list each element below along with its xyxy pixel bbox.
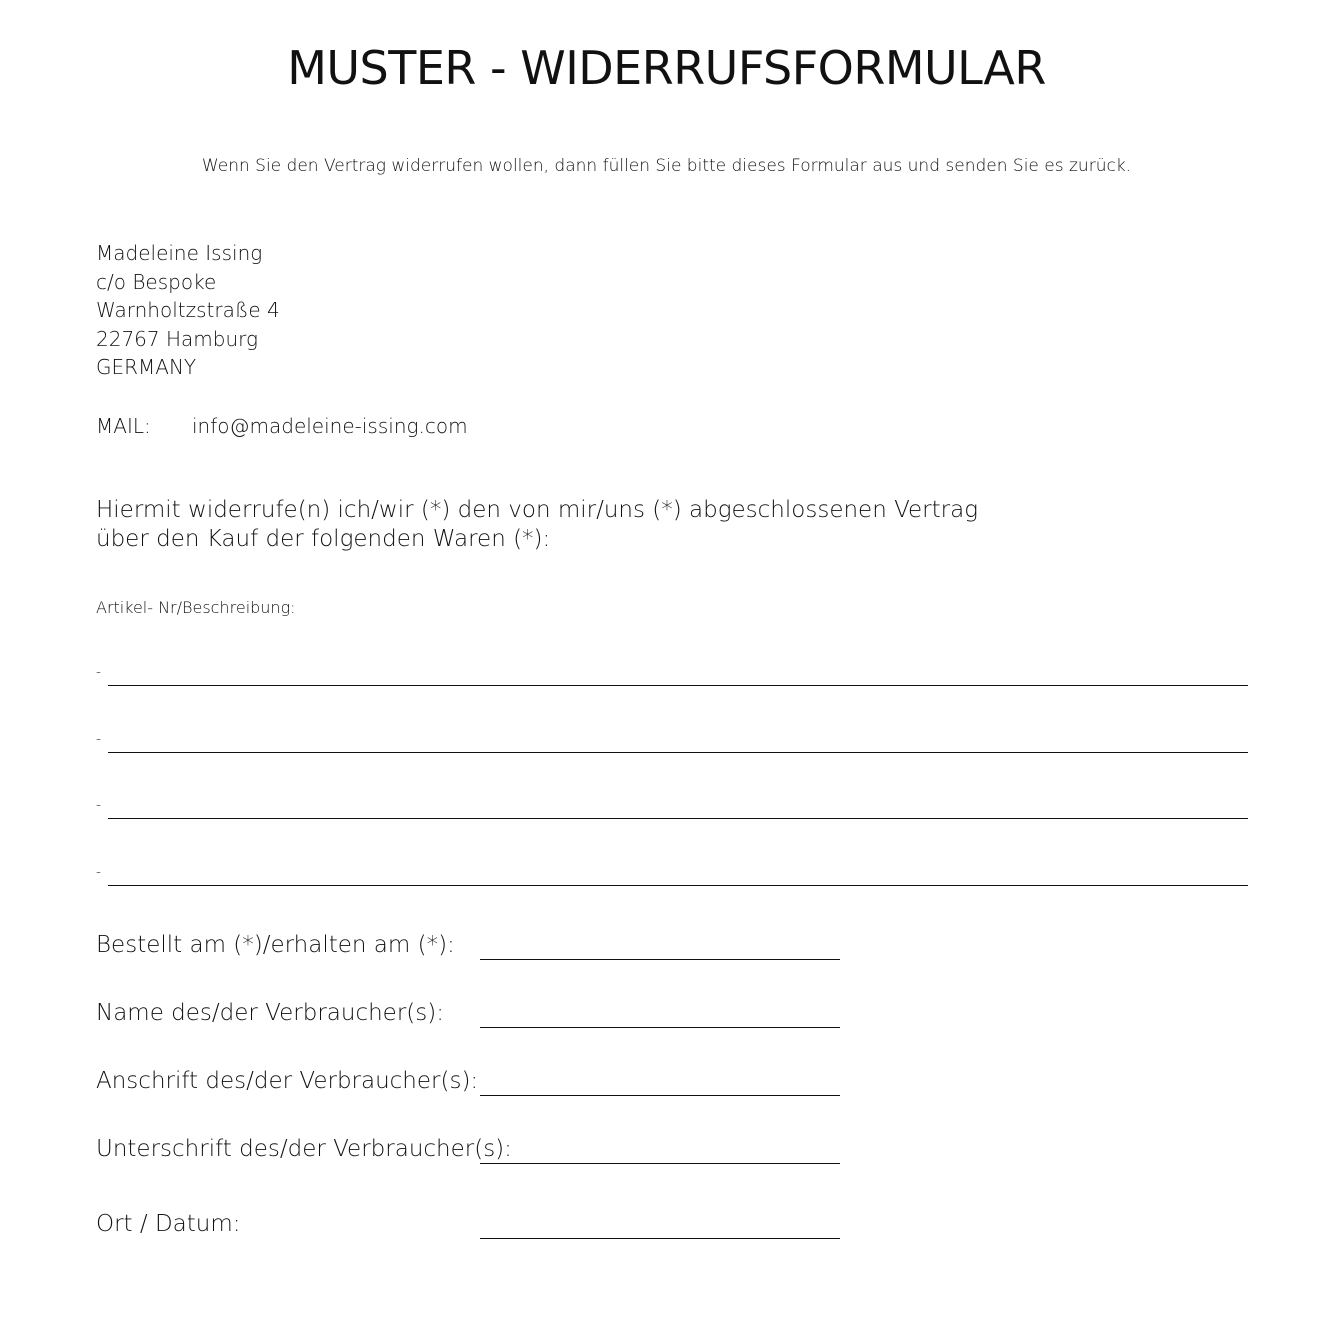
address-line-co: c/o Bespoke (96, 269, 217, 294)
statement-line-1: Hiermit widerrufe(n) ich/wir (*) den von mir/uns (*) abgeschlossenen Vertrag (96, 497, 979, 523)
address-line-name: Madeleine Issing (96, 241, 263, 265)
field-line-order-date[interactable] (480, 959, 840, 960)
field-consumer-address (96, 1062, 856, 1096)
article-entry-1[interactable] (96, 662, 1248, 686)
address-line-country: GERMANY (96, 355, 197, 379)
field-label-order-date: Bestellt am (*)/erhalten am (*): (96, 932, 455, 958)
form-intro: Wenn Sie den Vertrag widerrufen wollen, dann füllen Sie bitte dieses Formular aus und senden Sie es zurück. (201, 156, 1132, 176)
mail-row (96, 412, 468, 440)
article-entry-line[interactable] (108, 885, 1248, 886)
field-label-place-date: Ort / Datum: (96, 1211, 241, 1237)
mail-address: info@madeleine-issing.com (192, 414, 468, 438)
field-line-consumer-name[interactable] (480, 1027, 840, 1028)
field-label-consumer-signature: Unterschrift des/der Verbraucher(s): (96, 1136, 512, 1162)
field-consumer-signature (96, 1130, 856, 1164)
article-entry-4[interactable] (96, 862, 1248, 886)
field-label-consumer-name: Name des/der Verbraucher(s): (96, 1000, 444, 1026)
field-line-consumer-signature[interactable] (480, 1163, 840, 1164)
article-dash: - (96, 864, 102, 880)
address-line-street: Warnholtzstraße 4 (96, 298, 280, 322)
article-dash: - (96, 731, 102, 747)
article-entry-line[interactable] (108, 685, 1248, 686)
article-entry-2[interactable] (96, 729, 1248, 753)
statement-line-2: über den Kauf der folgenden Waren (*): (96, 526, 551, 552)
field-line-place-date[interactable] (480, 1238, 840, 1239)
revocation-statement (96, 496, 978, 554)
mail-label: MAIL: (96, 414, 151, 438)
article-dash: - (96, 797, 102, 813)
article-label: Artikel- Nr/Beschreibung: (96, 598, 296, 617)
field-line-consumer-address[interactable] (480, 1095, 840, 1096)
article-entry-line[interactable] (108, 752, 1248, 753)
field-place-date (96, 1205, 856, 1239)
form-title: MUSTER - WIDERRUFSFORMULAR (287, 41, 1046, 95)
field-label-consumer-address: Anschrift des/der Verbraucher(s): (96, 1068, 479, 1094)
field-order-date (96, 926, 856, 960)
article-entry-3[interactable] (96, 795, 1248, 819)
field-consumer-name (96, 994, 856, 1028)
recipient-address (96, 239, 280, 382)
article-entry-line[interactable] (108, 818, 1248, 819)
address-line-city: 22767 Hamburg (96, 326, 259, 351)
article-dash: - (96, 664, 102, 680)
